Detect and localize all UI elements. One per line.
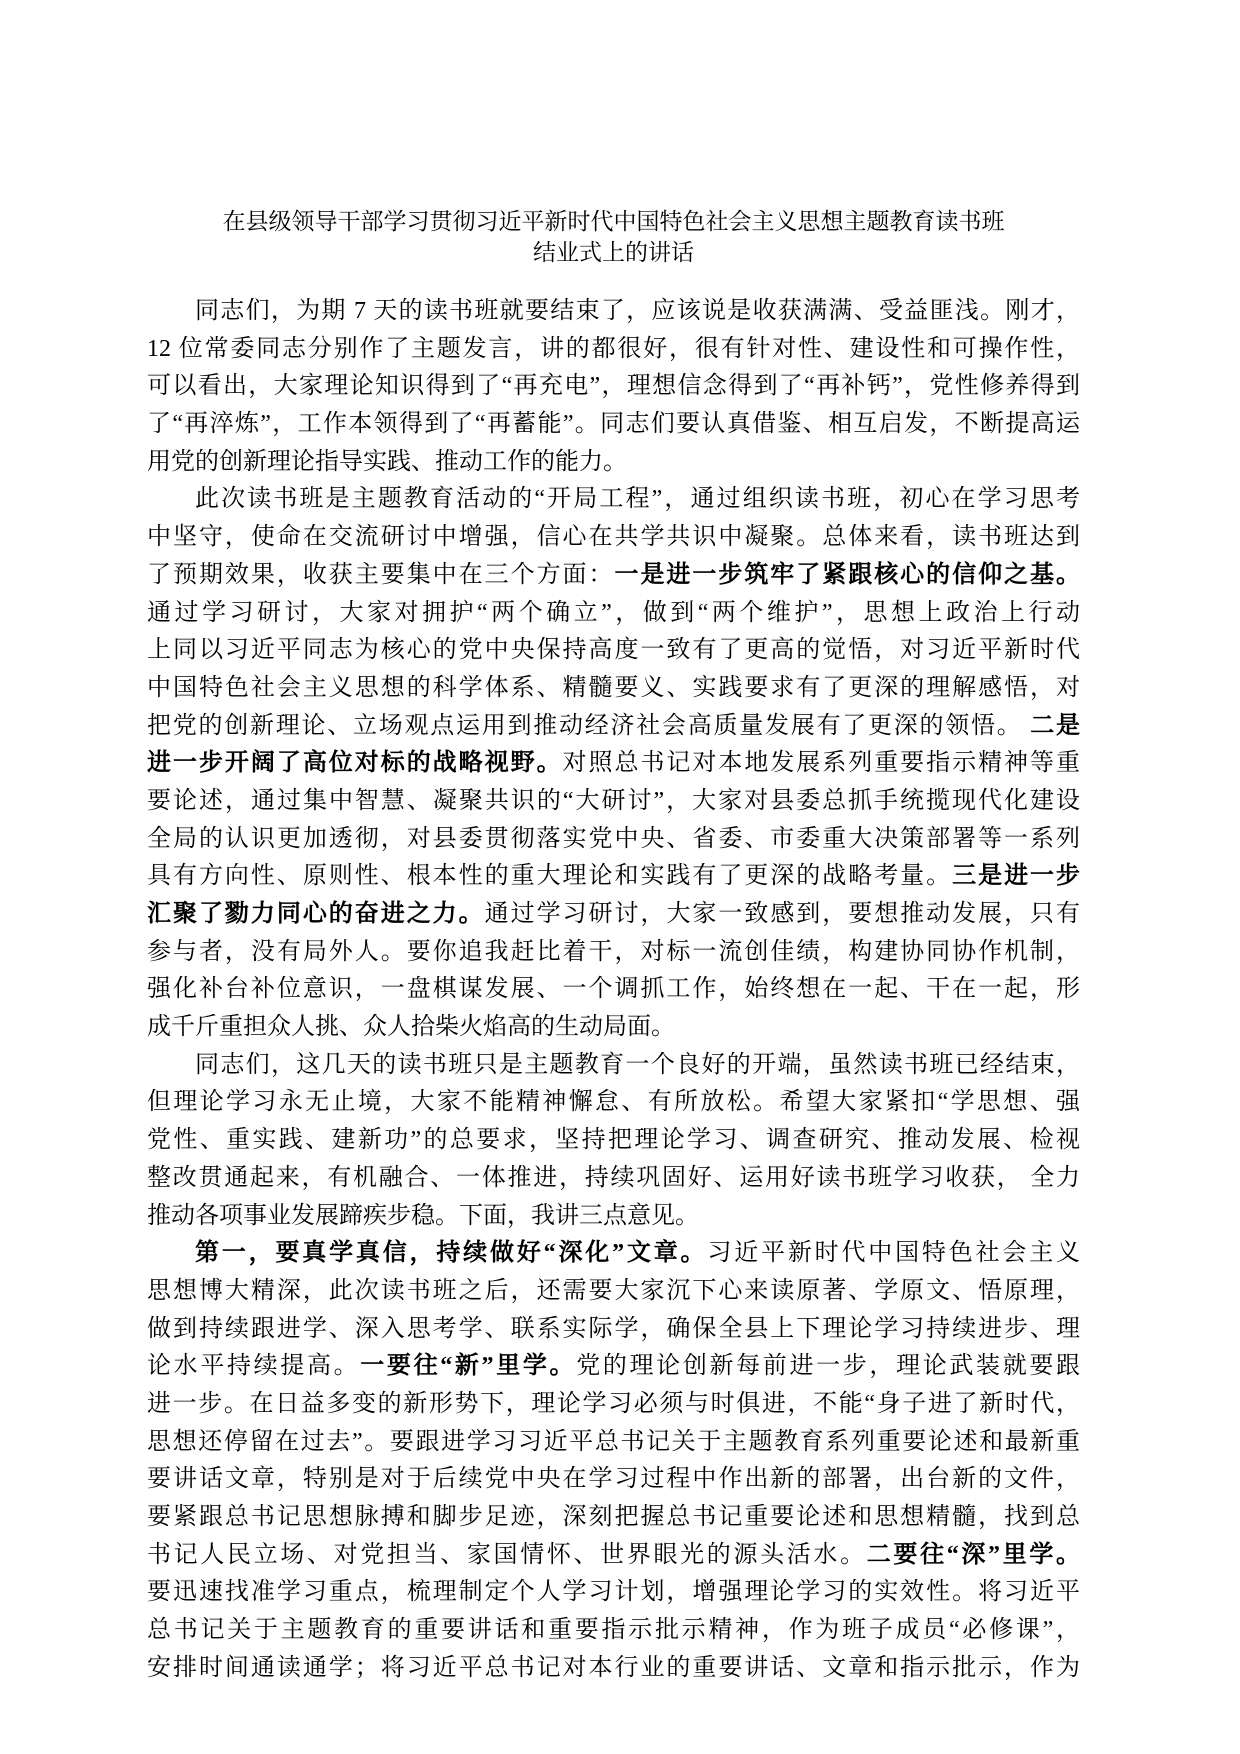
- paragraph-line: [147, 293, 1080, 331]
- text-run: 对照总书记对本地发展系列重要指示精神等重: [562, 750, 1081, 777]
- paragraph-line: [147, 519, 1080, 557]
- paragraph-line: [147, 481, 1080, 519]
- bold-heading-phrase: 二是: [1030, 712, 1080, 739]
- text-run: 同志们，为期 7 天的读书班就要结束了，应该说是收获满满、受益匪浅。刚才，: [195, 298, 1080, 324]
- text-run: 强化补台补位意识，一盘棋谋发展、一个调抓工作，始终想在一起、干在一起，形: [147, 976, 1080, 1003]
- text-run: 进一步。在日益多变的新形势下，理论学习必须与时俱进，不能“身子进了新时代，: [147, 1390, 1080, 1417]
- paragraph-line: [147, 1047, 1080, 1085]
- text-run: 论水平持续提高。: [147, 1353, 361, 1380]
- paragraph-4: [147, 1235, 1080, 1687]
- paragraph-line: [147, 1198, 1080, 1236]
- paragraph-line: [147, 1650, 1080, 1688]
- paragraph-line: [147, 331, 1080, 369]
- text-run: 把党的创新理论、立场观点运用到推动经济社会高质量发展有了更深的领悟。: [147, 712, 1031, 739]
- paragraph-line: [147, 783, 1080, 821]
- bold-heading-phrase: 三是进一步: [952, 863, 1081, 890]
- text-run: 党性、重实践、建新功”的总要求，坚持把理论学习、调查研究、推动发展、检视: [147, 1127, 1080, 1154]
- text-run: 书记人民立场、对党担当、家国情怀、世界眼光的源头活水。: [147, 1541, 867, 1568]
- bold-heading-phrase: 汇聚了勠力同心的奋进之力。: [147, 901, 485, 927]
- text-run: 用党的创新理论指导实践、推动工作的能力。: [147, 448, 627, 475]
- paragraph-line: [147, 858, 1080, 896]
- paragraph-line: [147, 632, 1080, 670]
- paragraph-line: [147, 934, 1080, 972]
- bold-heading-phrase: 一是进一步筑牢了紧跟核心的信仰之基。: [614, 561, 1080, 588]
- text-run: 做到持续跟进学、深入思考学、联系实际学，确保全县上下理论学习持续进步、理: [147, 1315, 1080, 1342]
- text-run: 通过学习研讨，大家对拥护“两个确立”，做到“两个维护”，思想上政治上行动: [147, 599, 1080, 626]
- bold-heading-phrase: 一要往“新”里学。: [360, 1353, 577, 1380]
- text-run: 成千斤重担众人挑、众人拾柴火焰高的生动局面。: [147, 1014, 675, 1041]
- paragraph-line: [147, 1499, 1080, 1537]
- paragraph-line: [147, 1424, 1080, 1462]
- paragraph-line: [147, 1574, 1080, 1612]
- text-run: 要迅速找准学习重点，梳理制定个人学习计划，增强理论学习的实效性。将习近平: [147, 1579, 1080, 1606]
- text-run: 总书记关于主题教育的重要讲话和重要指示批示精神，作为班子成员“必修课”，: [147, 1617, 1080, 1644]
- paragraph-line: [147, 1386, 1080, 1424]
- text-run: 安排时间通读通学；将习近平总书记对本行业的重要讲话、文章和指示批示，作为: [147, 1654, 1080, 1681]
- text-run: 思想还停留在过去”。要跟进学习习近平总书记关于主题教育系列重要论述和最新重: [147, 1428, 1080, 1455]
- paragraph-line: [147, 821, 1080, 859]
- paragraph-3: [147, 1047, 1080, 1235]
- paragraph-2: [147, 481, 1080, 1046]
- text-run: 要论述，通过集中智慧、凝聚共识的“大研讨”，大家对县委总抓手统揽现代化建设: [147, 787, 1080, 814]
- paragraph-line: [147, 1311, 1080, 1349]
- text-run: 可以看出，大家理论知识得到了“再充电”，理想信念得到了“再补钙”，党性修养得到: [147, 373, 1080, 400]
- title-line-2: 结业式上的讲话: [533, 240, 694, 265]
- paragraph-line: [147, 1537, 1080, 1575]
- text-run: 中坚守，使命在交流研讨中增强，信心在共学共识中凝聚。总体来看，读书班达到: [147, 524, 1080, 551]
- text-run: 要讲话文章，特别是对于后续党中央在学习过程中作出新的部署，出台新的文件，: [147, 1466, 1080, 1493]
- paragraph-line: [147, 557, 1080, 595]
- text-run: 参与者，没有局外人。要你追我赶比着干，对标一流创佳绩，构建协同协作机制，: [147, 938, 1080, 965]
- bold-heading-phrase: 进一步开阔了高位对标的战略视野。: [147, 750, 563, 777]
- paragraph-line: [147, 708, 1080, 746]
- paragraph-line: [147, 1348, 1080, 1386]
- paragraph-1: [147, 293, 1080, 481]
- text-run: 上同以习近平同志为核心的党中央保持高度一致有了更高的觉悟，对习近平新时代: [147, 637, 1080, 664]
- text-run: 12 位常委同志分别作了主题发言，讲的都很好，很有针对性、建设性和可操作性，: [147, 335, 1080, 362]
- document-title: [147, 206, 1080, 268]
- text-run: 要紧跟总书记思想脉搏和脚步足迹，深刻把握总书记重要论述和思想精髓，找到总: [147, 1504, 1080, 1530]
- text-run: 中国特色社会主义思想的科学体系、精髓要义、实践要求有了更深的理解感悟，对: [147, 674, 1080, 701]
- text-run: 但理论学习永无止境，大家不能精神懈怠、有所放松。希望大家紧扣“学思想、强: [147, 1089, 1080, 1116]
- title-line-1: 在县级领导干部学习贯彻习近平新时代中国特色社会主义思想主题教育读书班: [222, 209, 1005, 234]
- text-run: 通过学习研讨，大家一致感到，要想推动发展，只有: [484, 901, 1081, 927]
- text-run: 了“再淬炼”，工作本领得到了“再蓄能”。同志们要认真借鉴、相互启发，不断提高运: [147, 411, 1080, 438]
- paragraph-line: [147, 1235, 1080, 1273]
- paragraph-line: [147, 670, 1080, 708]
- text-run: 党的理论创新每前进一步，理论武装就要跟: [576, 1353, 1081, 1380]
- text-run: 同志们，这几天的读书班只是主题教育一个良好的开端，虽然读书班已经结束，: [195, 1051, 1080, 1078]
- paragraph-line: [147, 1084, 1080, 1122]
- paragraph-line: [147, 444, 1080, 482]
- paragraph-line: [147, 1461, 1080, 1499]
- paragraph-line: [147, 1273, 1080, 1311]
- text-run: 全局的认识更加透彻，对县委贯彻落实党中央、省委、市委重大决策部署等一系列: [147, 825, 1080, 852]
- paragraph-line: [147, 595, 1080, 633]
- paragraph-line: [147, 406, 1080, 444]
- paragraph-line: [147, 971, 1080, 1009]
- paragraph-line: [147, 1122, 1080, 1160]
- paragraph-line: [147, 1612, 1080, 1650]
- paragraph-line: [147, 368, 1080, 406]
- text-run: 习近平新时代中国特色社会主义: [707, 1240, 1081, 1267]
- text-run: 推动各项事业发展蹄疾步稳。下面，我讲三点意见。: [147, 1202, 699, 1229]
- paragraph-line: [147, 896, 1080, 934]
- text-run: 具有方向性、原则性、根本性的重大理论和实践有了更深的战略考量。: [147, 863, 953, 890]
- text-run: 思想博大精深，此次读书班之后，还需要大家沉下心来读原著、学原文、悟原理，: [147, 1277, 1080, 1304]
- text-run: 此次读书班是主题教育活动的“开局工程”，通过组织读书班，初心在学习思考: [195, 486, 1080, 513]
- paragraph-line: [147, 1009, 1080, 1047]
- text-run: 了预期效果，收获主要集中在三个方面：: [147, 561, 615, 588]
- bold-heading-phrase: 二要往“深”里学。: [866, 1541, 1081, 1568]
- document-body: [147, 293, 1080, 1687]
- paragraph-line: [147, 745, 1080, 783]
- bold-heading-phrase: 第一，要真学真信，持续做好“深化”文章。: [195, 1240, 708, 1267]
- text-run: 整改贯通起来，有机融合、一体推进，持续巩固好、运用好读书班学习收获， 全力: [147, 1164, 1080, 1191]
- paragraph-line: [147, 1160, 1080, 1198]
